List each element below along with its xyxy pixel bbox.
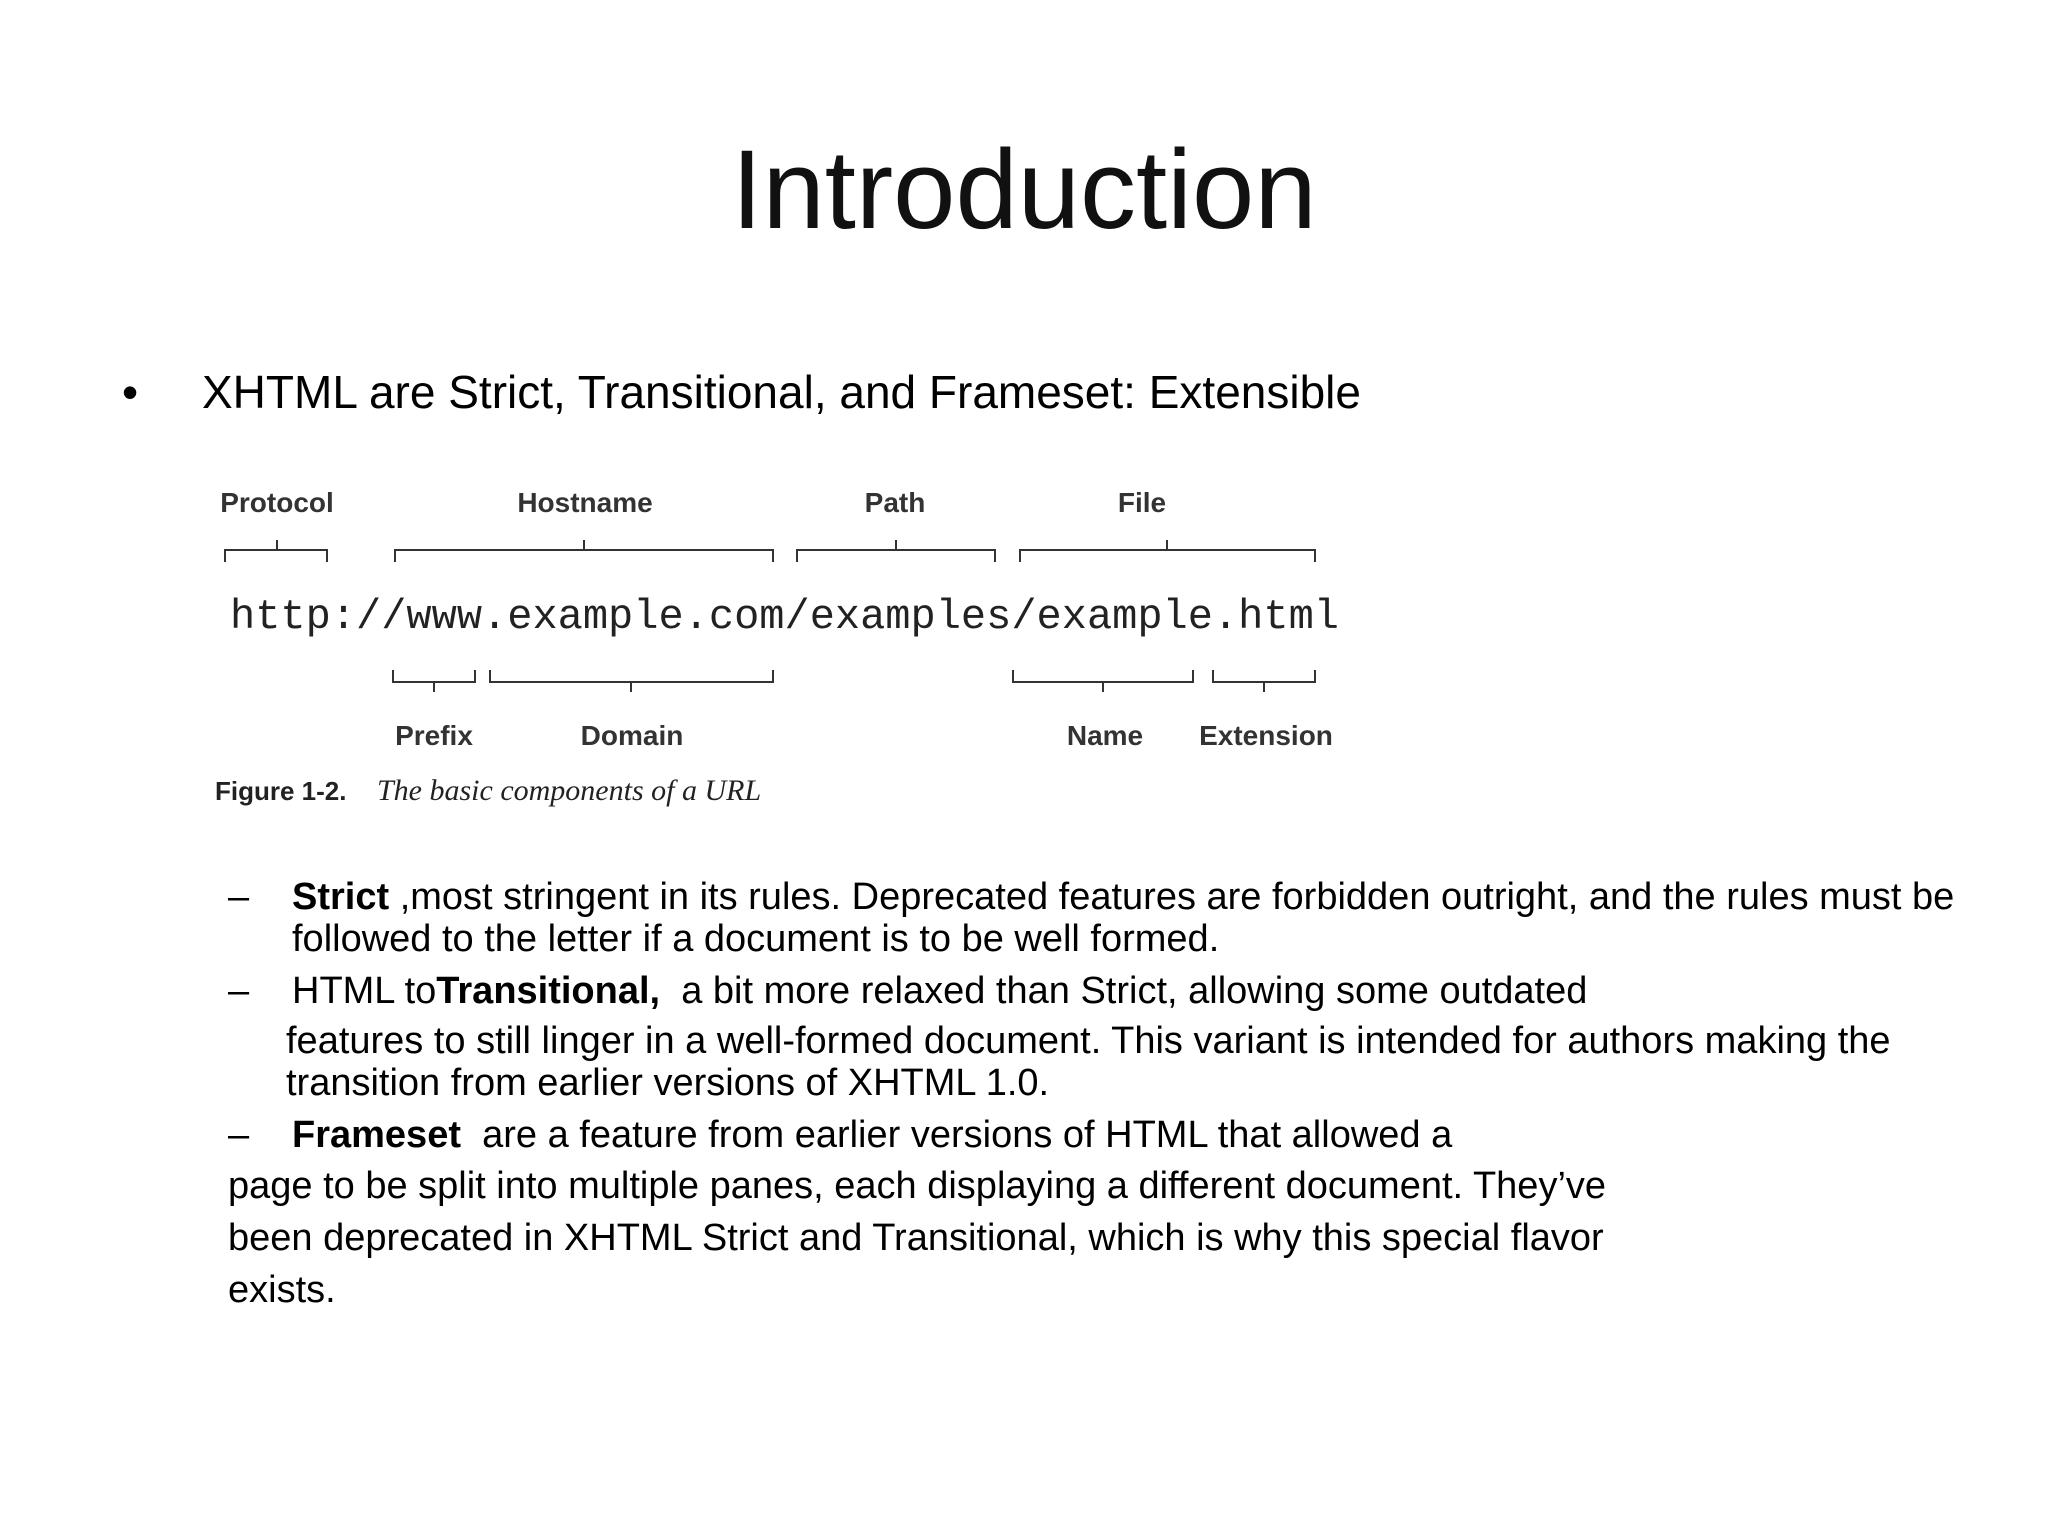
bracket-domain (490, 670, 773, 692)
slide-title: Introduction (731, 127, 1317, 252)
sub-item-frameset (228, 1114, 1988, 1156)
bracket-prefix (393, 670, 475, 692)
frameset-line-2: page to be split into multiple panes, each displaying a different document. They’ve (228, 1165, 1607, 1207)
frameset-line-3: been deprecated in XHTML Strict and Transitional, which is why this special flavor (228, 1217, 1604, 1259)
label-name: Name (1066, 720, 1144, 751)
bullet-dot-icon: • (122, 366, 139, 418)
dash-icon: – (228, 970, 250, 1012)
transitional-line-2: features to still linger in a well-formed document. This variant is intended for authors making the transition from earlier versions of XHTML 1.0. (286, 1020, 1891, 1104)
frameset-line-4: exists. (228, 1269, 336, 1311)
url-components-figure (205, 480, 1385, 830)
label-hostname: Hostname (517, 487, 653, 518)
dash-icon: – (228, 876, 250, 918)
sub-item-strict (228, 876, 1988, 960)
transitional-term: Transitional, (436, 970, 661, 1012)
label-domain: Domain (580, 720, 684, 751)
bracket-path (797, 540, 995, 562)
label-extension: Extension (1199, 720, 1333, 751)
frameset-term: Frameset (292, 1114, 461, 1156)
transitional-prefix: HTML to (292, 970, 437, 1012)
bracket-file (1020, 540, 1315, 562)
bracket-protocol (225, 540, 327, 562)
figure-caption-number: Figure 1-2. (215, 776, 347, 806)
bracket-extension (1213, 670, 1315, 692)
top-brackets (225, 540, 1315, 562)
label-prefix: Prefix (395, 720, 473, 751)
sub-bullets (228, 876, 1988, 1316)
main-bullet-text: XHTML are Strict, Transitional, and Frameset: Extensible (202, 366, 1361, 418)
bracket-hostname (395, 540, 773, 562)
dash-icon: – (228, 1114, 250, 1156)
main-bullet (122, 364, 1361, 420)
label-protocol: Protocol (220, 487, 334, 518)
bracket-name (1013, 670, 1193, 692)
figure-caption-text: The basic components of a URL (377, 774, 762, 807)
strict-description: ,most stringent in its rules. Deprecated features are forbidden outright, and the rules must be followed to the letter if a document is to be well formed. (292, 876, 1955, 960)
example-url: http://www.example.com/examples/example.html (230, 593, 1339, 641)
transitional-line-1: a bit more relaxed than Strict, allowing some outdated (660, 970, 1588, 1012)
strict-term: Strict (292, 876, 390, 918)
bottom-brackets (393, 670, 1315, 692)
label-file: File (1117, 487, 1167, 518)
label-path: Path (864, 487, 926, 518)
frameset-line-1: are a feature from earlier versions of HTML that allowed a (460, 1114, 1453, 1156)
sub-item-transitional (228, 970, 1988, 1104)
